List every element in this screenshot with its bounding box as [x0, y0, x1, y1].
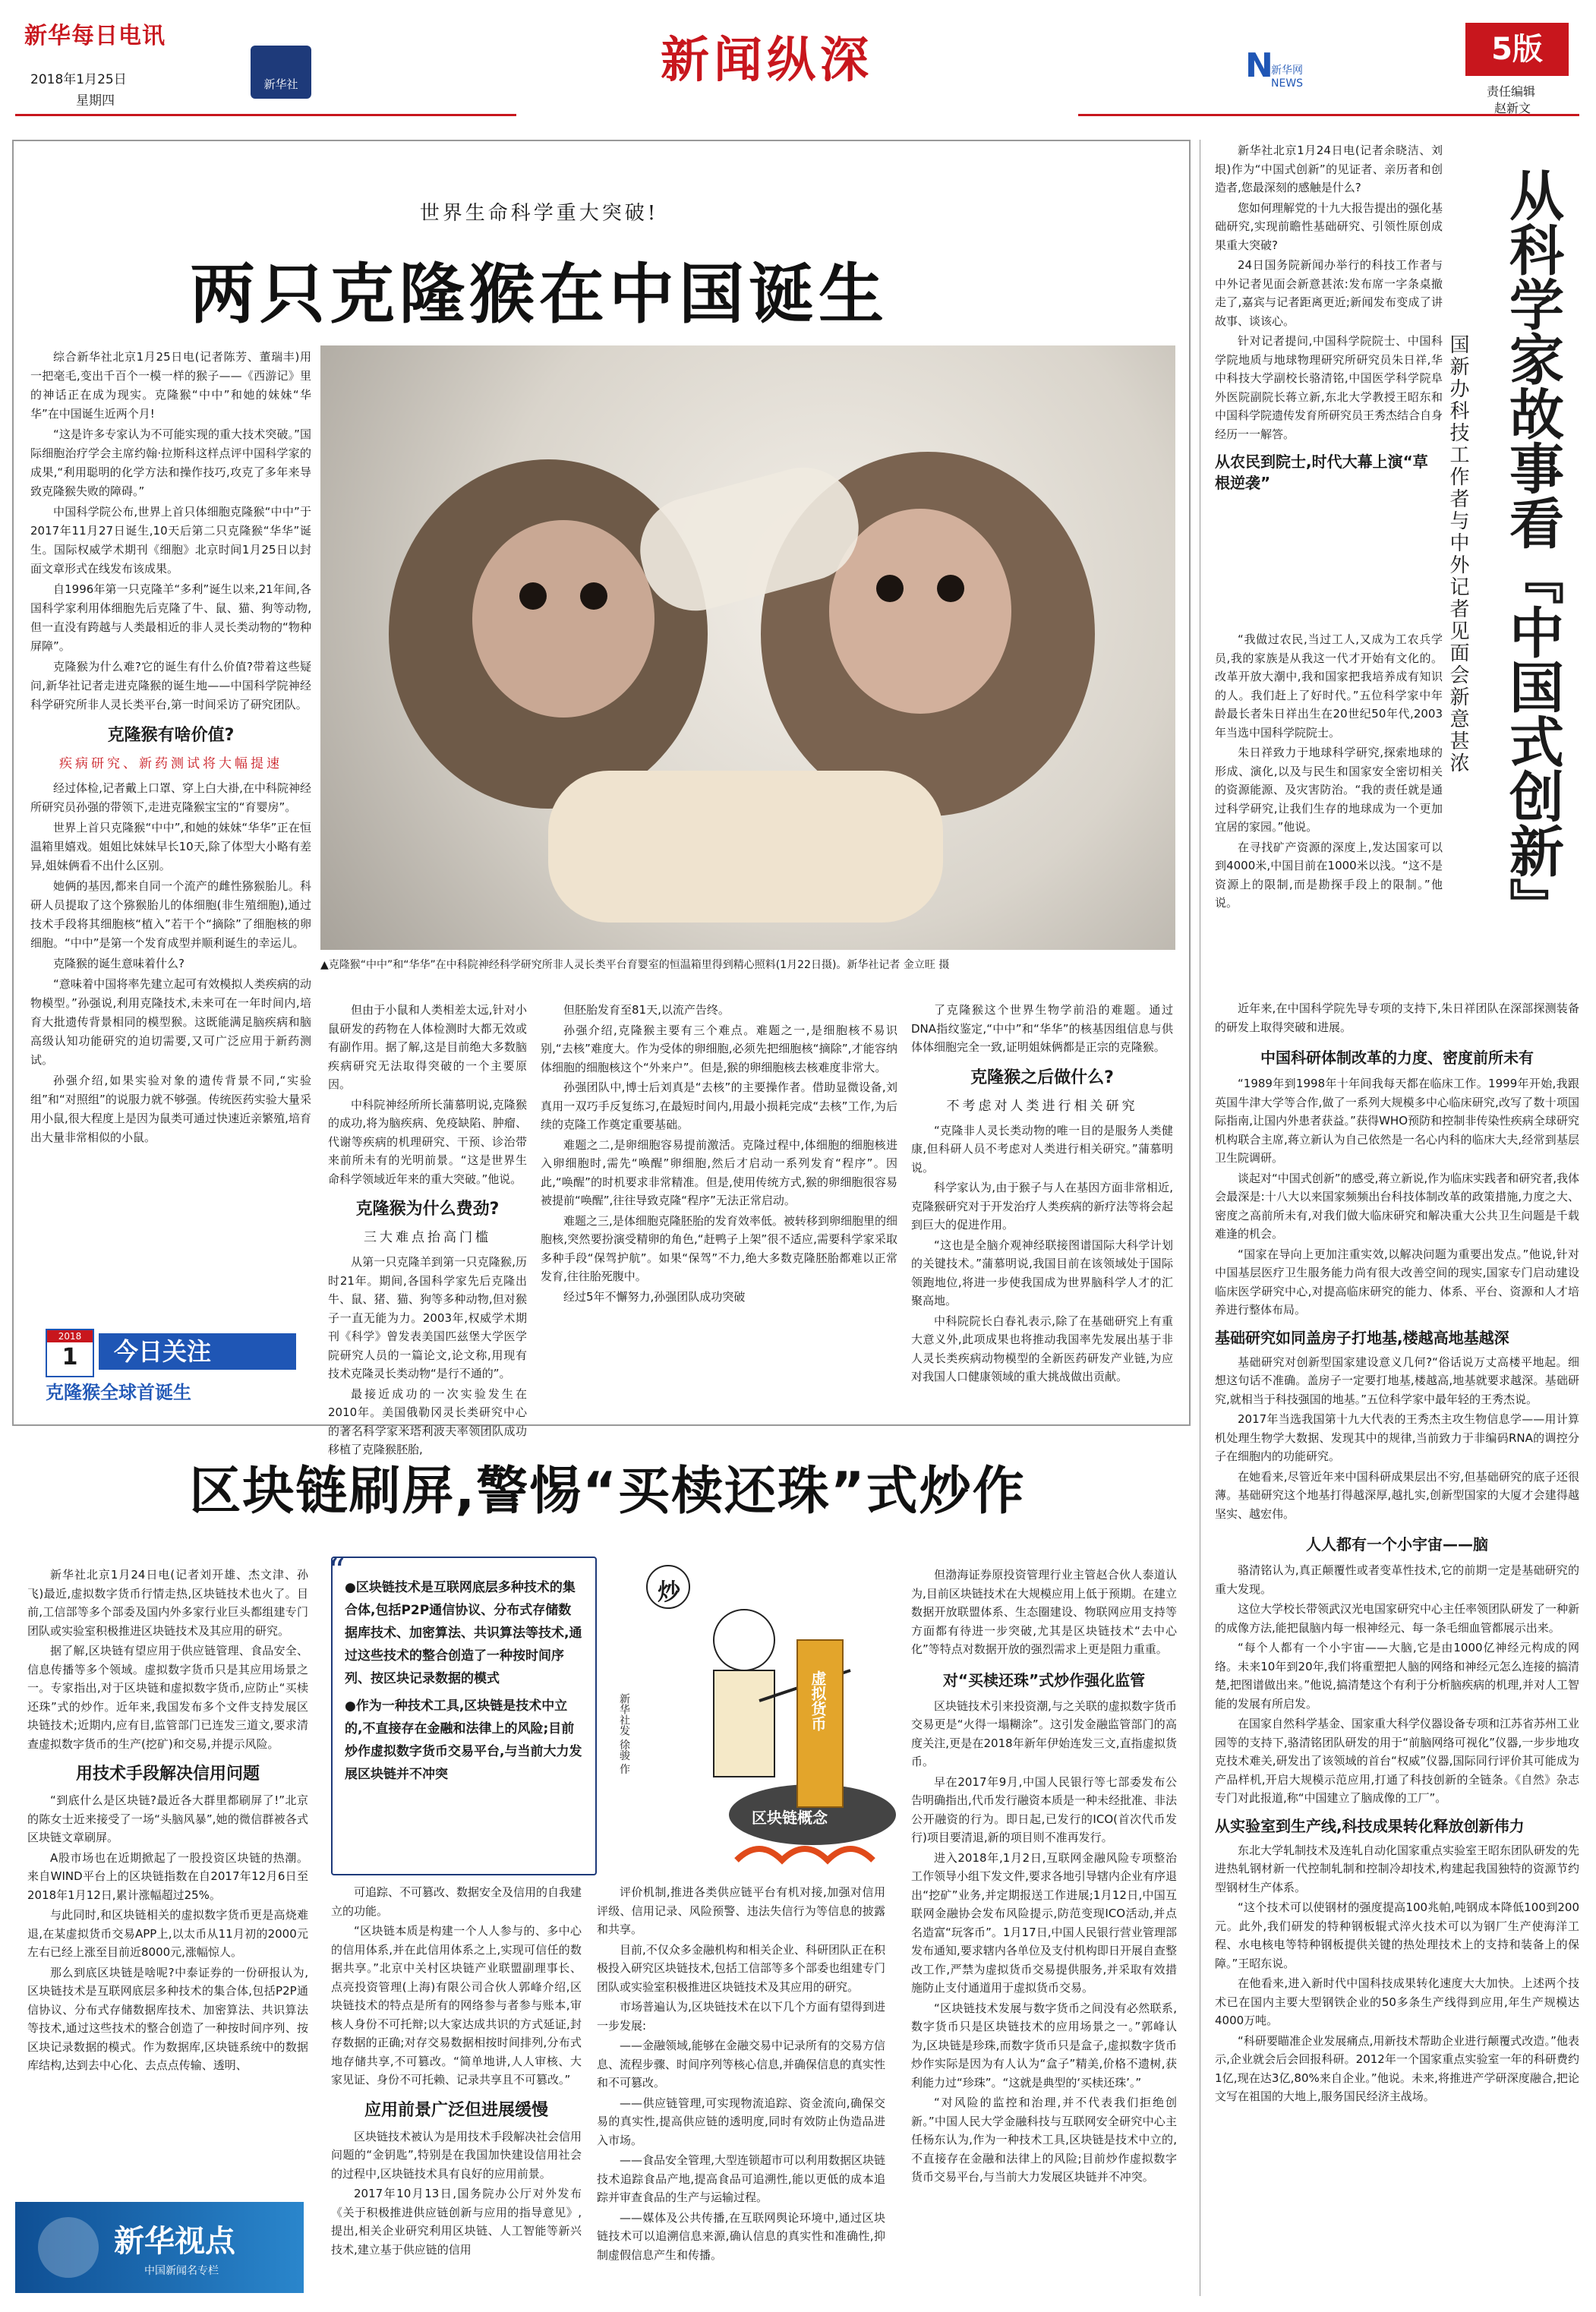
- summary-point: ●作为一种技术工具,区块链是技术中立的,不直接存在金融和法律上的风险;目前炒作虚拟数字货币交易平台,与当前大力发展区块链并不冲突: [345, 1699, 582, 1782]
- editor-label: 责任编辑: [1487, 84, 1536, 99]
- xinhua-app-logo: [251, 46, 311, 99]
- subheading: 从农民到院士,时代大幕上演“草根逆袭”: [1215, 453, 1428, 492]
- cartoon-pot-label: 区块链概念: [752, 1809, 828, 1827]
- promo-year: 2018: [47, 1330, 93, 1342]
- subheading-tagline: 疾病研究、新药测试将大幅提速: [59, 756, 282, 771]
- paragraph: 据了解,区块链有望应用于供应链管理、食品安全、信息传播等多个领域。虚拟数字货币只是其应用场景之一。专家指出,对于区块链和虚拟数字货币,应防止“买椟还珠”式的炒作。近年来,我国发布多个文件支持发展区块链技术;近期内,应有目,监管部门已连发三道文,要求清查虚拟数字货币的生产(挖矿)和交易,并提示风险。: [27, 1644, 308, 1751]
- blockchain-summary-box: [328, 1552, 597, 1875]
- subheading: 应用前景广泛但进展缓慢: [364, 2100, 548, 2120]
- paragraph: 进入2018年,1月2日,互联网金融风险专项整治工作领导小组下发文件,要求各地引导辖内企业有序退出“挖矿”业务,并定期报送工作进展;1月12日,中国互联网金融协会发布风险提示,防范变现ICO活动,并点名造富“玩客币”。1月17日,中国人民银行营业管理部发布通知,要求辖内各单位及支付机构即日开展自查整改工作,严禁为虚拟货币交易提供服务,并采取有效措施防止支付通道用于虚拟货币交易。: [911, 1850, 1177, 1995]
- viewpoint-mark-icon: [38, 2217, 99, 2278]
- subheading: 用技术手段解决信用问题: [75, 1765, 260, 1784]
- page-number: 5版: [1491, 32, 1543, 67]
- blockchain-cartoon: [607, 1557, 904, 1875]
- paragraph: 最接近成功的一次实验发生在2010年。美国俄勒冈灵长类研究中心的著名科学家米塔利波夫率领团队成功移植了克隆猴胚胎,: [328, 1386, 527, 1456]
- subheading: 中国科研体制改革的力度、密度前所未有: [1260, 1049, 1534, 1067]
- subheading: 人人都有一个小宇宙——脑: [1306, 1535, 1488, 1553]
- paragraph: “对风险的监控和治理,并不代表我们拒绝创新。”中国人民大学金融科技与互联网安全研究中心主任杨东认为,作为一种技术工具,区块链是技术中立的,不直接存在金融和法律上的风险;目前炒作虚拟数字货币交易平台,与当前大力发展区块链并不冲突。: [911, 2096, 1177, 2184]
- paragraph: ——媒体及公共传播,在互联网舆论环境中,通过区块链技术可以追溯信息来源,确认信息的真实性和准确性,抑制虚假信息产生和传播。: [597, 2210, 885, 2262]
- monkey-column-3: [541, 1001, 897, 1411]
- paragraph: 了克隆猴这个世界生物学前沿的难题。通过DNA指纹鉴定,“中中”和“华华”的核基因组信息与供体体细胞完全一致,证明姐妹俩都是正宗的克隆猴。: [911, 1003, 1173, 1054]
- paragraph: “科研要瞄准企业发展痛点,用新技术帮助企业进行颠覆式改造。”他表示,企业就会后会回报科研。2012年一个国家重点实验室一年的科研费约1亿,现在达3亿,80%来自企业。”他说。未来,将推进产学研深度融合,把论文写在祖国的大地上,服务国民经济主战场。: [1215, 2033, 1579, 2103]
- paragraph: “我做过农民,当过工人,又成为工农兵学员,我的家族是从我这一代才开始有文化的。改革开放大潮中,我和国家把我培养成有知识的人。我们赶上了好时代。”五位科学家中年龄最长者朱日祥出生在20世纪50年代,2003年当选中国科学院院士。: [1215, 632, 1443, 740]
- monkey-column-2: [328, 1001, 527, 1456]
- promo-label-bar: [99, 1333, 296, 1370]
- cartoon-coin-label: 虚拟货币: [809, 1670, 827, 1731]
- paragraph: 与此同时,和区块链相关的虚拟数字货币更是高烧难退,在某虚拟货币交易APP上,以太币从11月初的2000元左右已经上涨至目前近8000元,涨幅惊人。: [27, 1908, 308, 1959]
- paragraph: 可追踪、不可篡改、数据安全及信用的自我建立的功能。: [331, 1885, 582, 1918]
- cartoon-word: 炒: [658, 1579, 680, 1606]
- summary-point: ●区块链技术是互联网底层多种技术的集合体,包括P2P通信协议、分布式存储数据库技术、加密算法、共识算法等技术,通过这些技术的整合创造了一种按时间序列、按区块记录数据的模式: [345, 1580, 582, 1686]
- paragraph: 谈起对“中国式创新”的感受,蒋立新说,作为临床实践者和研究者,我体会最深是:十八大以来国家频频出台科技体制改革的政策措施,力度之大、密度之高前所未有,对我们做大临床研究和解决重大公共卫生问题是千载难逢的机会。: [1215, 1171, 1579, 1241]
- subheading: 从实验室到生产线,科技成果转化释放创新伟力: [1215, 1816, 1525, 1835]
- paragraph: 在她看来,尽管近年来中国科研成果层出不穷,但基础研究的底子还很薄。基础研究这个地基打得越深厚,越扎实,创新型国家的大厦才会建得越坚实、越宏伟。: [1215, 1469, 1579, 1521]
- paragraph: 自1996年第一只克隆羊“多利”诞生以来,21年间,各国科学家利用体细胞先后克隆了牛、鼠、猫、狗等动物,但一直没有跨越与人类最相近的非人灵长类动物的“物种屏障”。: [30, 582, 311, 653]
- paragraph: 24日国务院新闻办举行的科技工作者与中外记者见面会新意甚浓:发布席一字条桌撤走了,嘉宾与记者距离更近;新闻发布变成了讲故事、谈该心。: [1215, 258, 1443, 328]
- paragraph: 2017年当选我国第十九大代表的王秀杰主攻生物信息学——用计算机处理生物学大数据、发现其中的规律,当前致力于非编码RNA的调控分子在细胞内的功能研究。: [1215, 1412, 1579, 1463]
- cartoon-illustration: [607, 1557, 904, 1875]
- paragraph: ——供应链管理,可实现物流追踪、资金流向,确保交易的真实性,提高供应链的透明度,同时有效防止伪造品进入市场。: [597, 2096, 885, 2147]
- paragraph: “到底什么是区块链?最近各大群里都刷屏了!”北京的陈女士近来接受了一场“头脑风暴”,她的微信群被各式区块链文章刷屏。: [27, 1793, 308, 1844]
- today-focus-promo[interactable]: [30, 1327, 311, 1403]
- page-number-badge: [1465, 23, 1569, 76]
- paragraph: 这位大学校长带领武汉光电国家研究中心主任率领团队研发了一种新的成像方法,能把鼠脑内每一根神经元、每一条毛细血管都展示出来。: [1215, 1602, 1580, 1635]
- paragraph: 在寻找矿产资源的深度上,发达国家可以到4000米,中国目前在1000米以浅。“这不是资源上的限制,而是勘探手段上的限制。”他说。: [1215, 840, 1443, 910]
- paragraph: “意味着中国将率先建立起可有效模拟人类疾病的动物模型。”孙强说,利用克隆技术,未来可在一年时间内,培育大批遗传背景相同的模型猴。这既能满足脑疾病和脑高级认知功能研究的迫切需要,又可广泛应用于新药测试。: [30, 977, 311, 1067]
- issue-weekday: 星期四: [76, 93, 115, 109]
- paragraph: “区块链本质是构建一个人人参与的、多中心的信用体系,并在此信用体系之上,实现可信任的数据共享。”北京中关村区块链产业联盟副理事长、点亮投资管理(上海)有限公司合伙人郭峰介绍,区块链技术的特点是所有的网络参与者参与账本,审核人身份不可托辩;以大家达成共识的方式延证,封存数据的正确;对存交易数据相按时间排列,分布式地存储共享,不可篡改。“简单地讲,人人审核、大家见证、身份不可托赖、记录共享且不可篡改。”: [331, 1924, 582, 2086]
- paragraph: “这个技术可以使钢材的强度提高100兆帕,吨钢成本降低100到200元。此外,我们研发的特种钢板辊式淬火技术可以为钢厂生产使海洋工程、水电核电等特种钢板提供关键的热处理技术上的支持和装备上的保障。”王昭东说。: [1215, 1900, 1579, 1970]
- editor-name: 赵新文: [1494, 101, 1531, 115]
- monkey-photo-illustration: [320, 345, 1175, 950]
- paragraph: ——食品安全管理,大型连锁超市可以利用数据区块链技术追踪食品产地,提高食品可追溯性,能以更低的成本追踪并审查食品的生产与运输过程。: [597, 2153, 885, 2204]
- paragraph: ——金融领域,能够在金融交易中记录所有的交易方信息、流程步骤、时间序列等核心信息,并确保信息的真实性和不可篡改。: [597, 2039, 885, 2090]
- paragraph: 经过体检,记者戴上口罩、穿上白大褂,在中科院神经所研究员孙强的带领下,走进克隆猴宝宝的“育婴房”。: [30, 781, 311, 814]
- paragraph: 科学家认为,由于猴子与人在基因方面非常相近,克隆猴研究对于开发治疗人类疾病的新疗法等将会起到巨大的促进作用。: [911, 1181, 1174, 1232]
- scientists-deck: 国新办科技工作者与中外记者见面会新意甚浓: [1446, 334, 1469, 774]
- paragraph: 您如何理解党的十九大报告提出的强化基础研究,实现前瞻性基础研究、引领性原创成果重大突破?: [1215, 200, 1443, 252]
- scientists-body: [1215, 999, 1579, 2298]
- paragraph: “克隆非人灵长类动物的唯一目的是服务人类健康,但科研人员不考虑对人类进行相关研究。”蒲慕明说。: [911, 1123, 1173, 1175]
- paragraph: “这是许多专家认为不可能实现的重大技术突破。”国际细胞治疗学会主席约翰·拉斯科这样点评中国科学家的成果,“利用聪明的化学方法和操作技巧,攻克了多年来导致克隆猴失败的障碍。”: [30, 427, 311, 498]
- paragraph: 克隆猴为什么难?它的诞生有什么价值?带着这些疑问,新华社记者走进克隆猴的诞生地——中国科学院神经科学研究所非人灵长类平台,第一时间采访了研究团队。: [30, 660, 311, 711]
- paragraph: 克隆猴的诞生意味着什么?: [53, 957, 185, 970]
- monkey-column-1: [30, 348, 311, 1426]
- paragraph: 她俩的基因,都来自同一个流产的雌性猕猴胎儿。科研人员提取了这个猕猴胎儿的体细胞(非生殖细胞),通过技术手段将其细胞核“植入”若干个“摘除”了细胞核的卵细胞。“中中”是第一个发育成型并顺利诞生的幸运儿。: [30, 879, 311, 950]
- monkey-photo: [320, 345, 1175, 950]
- xinhuanet-news-logo: [1245, 47, 1329, 94]
- paragraph: “这也是全脑介观神经联接图谱国际大科学计划的关键技术。”蒲慕明说,我国目前在该领域处于国际领跑地位,将进一步使我国成为世界脑科学人才的汇聚高地。: [911, 1238, 1173, 1307]
- subheading: 克隆猴之后做什么?: [970, 1068, 1114, 1087]
- blockchain-column-c: [597, 1883, 885, 2285]
- promo-month: 1: [62, 1344, 78, 1370]
- paragraph: 东北大学轧制技术及连轧自动化国家重点实验室王昭东团队研发的先进热轧钢材新一代控制轧制和控制冷却技术,构建起我国独特的资源节约型钢材生产体系。: [1215, 1843, 1580, 1894]
- scientists-title: 从科学家故事看『中国式创新』: [1500, 167, 1564, 932]
- paragraph: 孙强介绍,如果实验对象的遗传背景不同,“实验组”和“对照组”的说服力就不够强。传统医药实验大量采用小鼠,很大程度上是因为鼠类可通过快速近亲繁殖,培育出大量非常相似的小鼠。: [30, 1074, 311, 1144]
- paragraph: 评价机制,推进各类供应链平台有机对接,加强对信用评级、信用记录、风险预警、违法失信行为等信息的披露和共享。: [597, 1885, 885, 1936]
- paragraph: 中科院院长白春礼表示,除了在基础研究上有重大意义外,此项成果也将推动我国率先发展出基于非人灵长类疾病动物模型的全新医药研发产业链,为应对我国人口健康领域的重大挑战做出贡献。: [911, 1314, 1173, 1383]
- paragraph: 孙强介绍,克隆猴主要有三个难点。难题之一,是细胞核不易识别,“去核”难度大。作为受体的卵细胞,必须先把细胞核“摘除”,才能容纳体细胞的细胞核这个“外来户”。但是,猴的卵细胞核去核难度非常大。: [541, 1023, 897, 1074]
- brand-name: 新华每日电讯: [24, 23, 166, 49]
- monkey-column-4: [911, 1001, 1173, 1411]
- subheading-tagline: 三大难点抬高门槛: [364, 1230, 491, 1245]
- promo-calendar-icon: [46, 1329, 94, 1377]
- paragraph: 针对记者提问,中国科学院院士、中国科学院地质与地球物理研究所研究员朱日祥,华中科技大学副校长骆清铭,中国医学科学院阜外医院副院长蒋立新,东北大学教授王昭东和中国科学院遗传发育所研究员王秀杰结合自身经历一一解答。: [1215, 334, 1443, 441]
- paragraph: 世界上首只克隆猴“中中”,和她的妹妹“华华”正在恒温箱里嬉戏。姐姐比妹妹早长10天,除了体型大小略有差异,姐妹俩看不出什么区别。: [30, 821, 311, 872]
- paragraph: 难题之三,是体细胞克隆胚胎的发育效率低。被转移到卵细胞里的细胞核,突然要扮演受精卵的角色,“赶鸭子上架”很不适应,需要科学家采取多种手段“保驾护航”。如果“保驾”不力,绝大多数克隆胚胎都难以正常发育,往往胎死腹中。: [541, 1213, 897, 1283]
- paragraph: 目前,不仅众多金融机构和相关企业、科研团队正在积极投入研究区块链技术,包括工信部等多个部委也组建专门团队或实验室积极推进区块链技术及其应用的研究。: [597, 1942, 885, 1994]
- paragraph: “1989年到1998年十年间我每天都在临床工作。1999年开始,我跟英国牛津大学等合作,做了一系列大规模多中心临床研究,改写了数十项国际指南,让国内外患者获益。”获得WHO预防和控制非传染性疾病全球研究机构联合主席,蒋立新认为自己依然是一名心内科的临床大夫,经常到基层卫生院调研。: [1215, 1077, 1579, 1165]
- paragraph: A股市场也在近期掀起了一股投资区块链的热潮。来自WIND平台上的区块链指数在自2017年12月6日至2018年1月12日,累计涨幅超过25%。: [27, 1850, 308, 1902]
- paragraph: 基础研究对创新型国家建设意义几何?“俗话说万丈高楼平地起。细想这句话不准确。盖房子一定要打地基,楼越高,地基就要求越深。基础研究,就相当于科技强国的地基。”五位科学家中最年轻的王秀杰说。: [1215, 1355, 1579, 1406]
- photo-caption: ▲克隆猴“中中”和“华华”在中科院神经科学研究所非人灵长类平台育婴室的恒温箱里得到精心照料(1月22日摄)。新华社记者 金立旺 摄: [320, 959, 950, 971]
- promo-topic: 克隆猴全球首诞生: [46, 1382, 191, 1403]
- subheading: 对“买椟还珠”式炒作强化监管: [942, 1670, 1146, 1689]
- monkey-headline: 两只克隆猴在中国诞生: [190, 257, 888, 333]
- paragraph: 骆清铭认为,真正颠覆性或者变革性技术,它的前期一定是基础研究的重大发现。: [1215, 1563, 1579, 1596]
- paragraph: 那么到底区块链是啥呢?中泰证券的一份研报认为,区块链技术是互联网底层多种技术的集合体,包括P2P通信协议、分布式存储数据库技术、加密算法、共识算法等技术,通过这些技术的整合创造了一种按时间序列、按区块记录数据的模式。作为数据库,区块链系统中的数据库结构,达到去中心化、去点点传输、透明、: [27, 1965, 308, 2072]
- blockchain-headline: 区块链刷屏,警惕“买椟还珠”式炒作: [189, 1462, 1026, 1522]
- paragraph: 近年来,在中国科学院先导专项的支持下,朱日祥团队在深部探测装备的研发上取得突破和进展。: [1215, 1001, 1579, 1034]
- news-logo-text: 新华网 NEWS: [1271, 65, 1304, 90]
- paragraph: 市场普遍认为,区块链技术在以下几个方面有望得到进一步发展:: [597, 2000, 885, 2033]
- monkey-kicker: 世界生命科学重大突破!: [419, 202, 659, 225]
- app-logo-text: 新华社: [263, 77, 298, 91]
- paragraph: 经过5年不懈努力,孙强团队成功突破: [563, 1289, 746, 1304]
- subheading: 克隆猴有啥价值?: [107, 726, 235, 745]
- paragraph: “国家在导向上更加注重实效,以解决问题为重要出发点。”他说,针对中国基层医疗卫生服务能力尚有很大改善空间的现实,国家专门启动建设临床医学研究中心,对提高临床研究的能力、体系、平台、资源和人才培养进行整体布局。: [1215, 1247, 1579, 1317]
- paragraph: 新华社北京1月24日电(记者刘开雄、杰文津、孙飞)最近,虚拟数字货币行情走热,区块链技术也火了。目前,工信部等多个部委及国内外多家行业巨头都组建专门团队或实验室积极推进区块链技术及其应用的研究。: [27, 1568, 308, 1638]
- viewpoint-sublabel: 中国新闻名专栏: [144, 2265, 219, 2277]
- paragraph: 中国科学院公布,世界上首只体细胞克隆猴“中中”于2017年11月27日诞生,10天后第二只克隆猴“华华”诞生。国际权威学术期刊《细胞》北京时间1月25日以封面文章形式在线发布该成果。: [30, 505, 311, 576]
- blockchain-column-b: [331, 1883, 582, 2285]
- news-logo-n: N: [1245, 46, 1273, 85]
- viewpoint-label: 新华视点: [114, 2224, 235, 2259]
- blockchain-column-a: [27, 1566, 308, 2279]
- subheading: 基础研究如同盖房子打地基,楼越高地基越深: [1215, 1328, 1509, 1347]
- scientists-intro: [1215, 141, 1443, 566]
- paragraph: 但胚胎发育至81天,以流产告终。: [563, 1003, 730, 1017]
- xinhua-viewpoint-logo: [15, 2202, 304, 2293]
- section-title: 新闻纵深: [661, 32, 873, 89]
- paragraph: 但渤海证券原投资管理行业主管赵合伙人泰道认为,目前区块链技术在大规模应用上低于预期。在建立数据开放联盟体系、生态圈建设、物联网应用支持等方面都有待进一步突破,尤其是区块链技术“去中心化”等特点对数据开放的强烈需求上更是阻力重重。: [911, 1568, 1177, 1656]
- paragraph: 区块链技术被认为是用技术手段解决社会信用问题的“金钥匙”,特别是在我国加快建设信用社会的过程中,区块链技术具有良好的应用前景。: [331, 2129, 582, 2181]
- masthead-rule-left: [15, 114, 516, 116]
- cartoon-credit: 新华社发 徐骏 作: [618, 1693, 630, 1774]
- promo-label: 今日关注: [114, 1337, 212, 1366]
- paragraph: 2017年10月13日,国务院办公厅对外发布《关于积极推进供应链创新与应用的指导意见》,提出,相关企业研究利用区块链、人工智能等新兴技术,建立基于供应链的信用: [331, 2187, 582, 2257]
- paragraph: 但由于小鼠和人类相差太远,针对小鼠研发的药物在人体检测时大都无效或有副作用。据了解,这是目前绝大多数脑疾病研究无法取得突破的一个主要原因。: [328, 1003, 527, 1091]
- paragraph: 在他看来,进入新时代中国科技成果转化速度大大加快。上述两个技术已在国内主要大型钢铁企业的50多条生产线得到应用,年生产规模达4000万吨。: [1215, 1976, 1579, 2027]
- masthead: [0, 0, 1596, 129]
- paragraph: 孙强团队中,博士后刘真是“去核”的主要操作者。借助显微设备,刘真用一双巧手反复练习,在最短时间内,用最小损耗完成“去核”工作,为后续的克隆工作奠定重要基础。: [541, 1080, 897, 1131]
- subheading: 克隆猴为什么费劲?: [355, 1200, 500, 1219]
- blockchain-column-d: [911, 1566, 1177, 2287]
- paragraph: 难题之二,是卵细胞容易提前激活。克隆过程中,体细胞的细胞核进入卵细胞时,需先“唤醒”卵细胞,然后才启动一系列发育“程序”。因此,“唤醒”的时机要求非常精准。但是,使用传统方式,猴的卵细胞很容易被提前“唤醒”,往往导致克隆“程序”无法正常启动。: [541, 1137, 897, 1207]
- quote-icon: “: [328, 1552, 345, 1591]
- scientists-section-1: [1215, 630, 1443, 1010]
- issue-date: 2018年1月25日: [30, 72, 127, 87]
- subheading-tagline: 不考虑对人类进行相关研究: [946, 1098, 1138, 1114]
- paragraph: 中科院神经所所长蒲慕明说,克隆猴的成功,将为脑疾病、免疫缺陷、肿瘤、代谢等疾病的机理研究、干预、诊治带来前所未有的光明前景。“这是世界生命科学领域近年来的重大突破。”他说。: [328, 1097, 527, 1186]
- paragraph: 朱日祥致力于地球科学研究,探索地球的形成、演化,以及与民生和国家安全密切相关的资源能源、及灾害防治。“我的责任就是通过科学研究,让我们生存的地球成为一个更加宜居的家园。”他说。: [1215, 746, 1443, 834]
- paragraph: 在国家自然科学基金、国家重大科学仪器设备专项和江苏省苏州工业园等的支持下,骆清铭团队研发的用于“前脑网络可视化”仪器,一步步地攻克技术难关,研发出了该领域的首台“权威”仪器,国际同行评价其可能成为产品样机,开启大规模示范应用,打通了科技创新的全链条。《自然》杂志专门对此报道,称“中国建立了脑成像的工厂”。: [1215, 1717, 1580, 1805]
- paragraph: 新华社北京1月24日电(记者余晓洁、刘垠)作为“中国式创新”的见证者、亲历者和创造者,您最深刻的感触是什么?: [1215, 144, 1443, 194]
- paragraph: 区块链技术引来投资潮,与之关联的虚拟数字货币交易更是“火得一塌糊涂”。这引发金融监管部门的高度关注,更是在2018年新年伊始连发三文,直指虚拟货币。: [911, 1699, 1177, 1768]
- paragraph: “每个人都有一个小宇宙——大脑,它是由1000亿神经元构成的网络。未来10年到20年,我们将重塑把人脑的网络和神经元怎么连接的搞清楚,把图谱做出来。”他说,搞清楚这个有利于分析脑疾病的机理,并对人工智能的发展有所启发。: [1215, 1641, 1579, 1711]
- paragraph: 从第一只克隆羊到第一只克隆猴,历时21年。期间,各国科学家先后克隆出牛、鼠、猪、猫、狗等多种动物,但对猴子一直无能为力。2003年,权威学术期刊《科学》曾发表美国匹兹堡大学医学院研究人员的一篇论文,论文称,用现有技术克隆灵长类动物“是行不通的”。: [328, 1255, 527, 1380]
- paragraph: 早在2017年9月,中国人民银行等七部委发布公告明确指出,代币发行融资本质是一种未经批准、非法公开融资的行为。即日起,已发行的ICO(首次代币发行)项目要清退,新的项目则不准再发行。: [911, 1774, 1177, 1844]
- paragraph: 综合新华社北京1月25日电(记者陈芳、董瑞丰)用一把毫毛,变出千百个一模一样的猴子——《西游记》里的神话正在成为现实。克隆猴“中中”和她的妹妹“华华”在中国诞生近两个月!: [30, 350, 311, 421]
- paragraph: “区块链技术发展与数字货币之间没有必然联系,数字货币只是区块链技术的应用场景之一。”郭峰认为,区块链是珍珠,而数字货币只是盒子,虚拟数字货币炒作实际是因为有人认为“盒子”精美,价格不遗树,获利能力过“珍珠”。“这就是典型的‘买椟还珠’。”: [911, 2001, 1177, 2090]
